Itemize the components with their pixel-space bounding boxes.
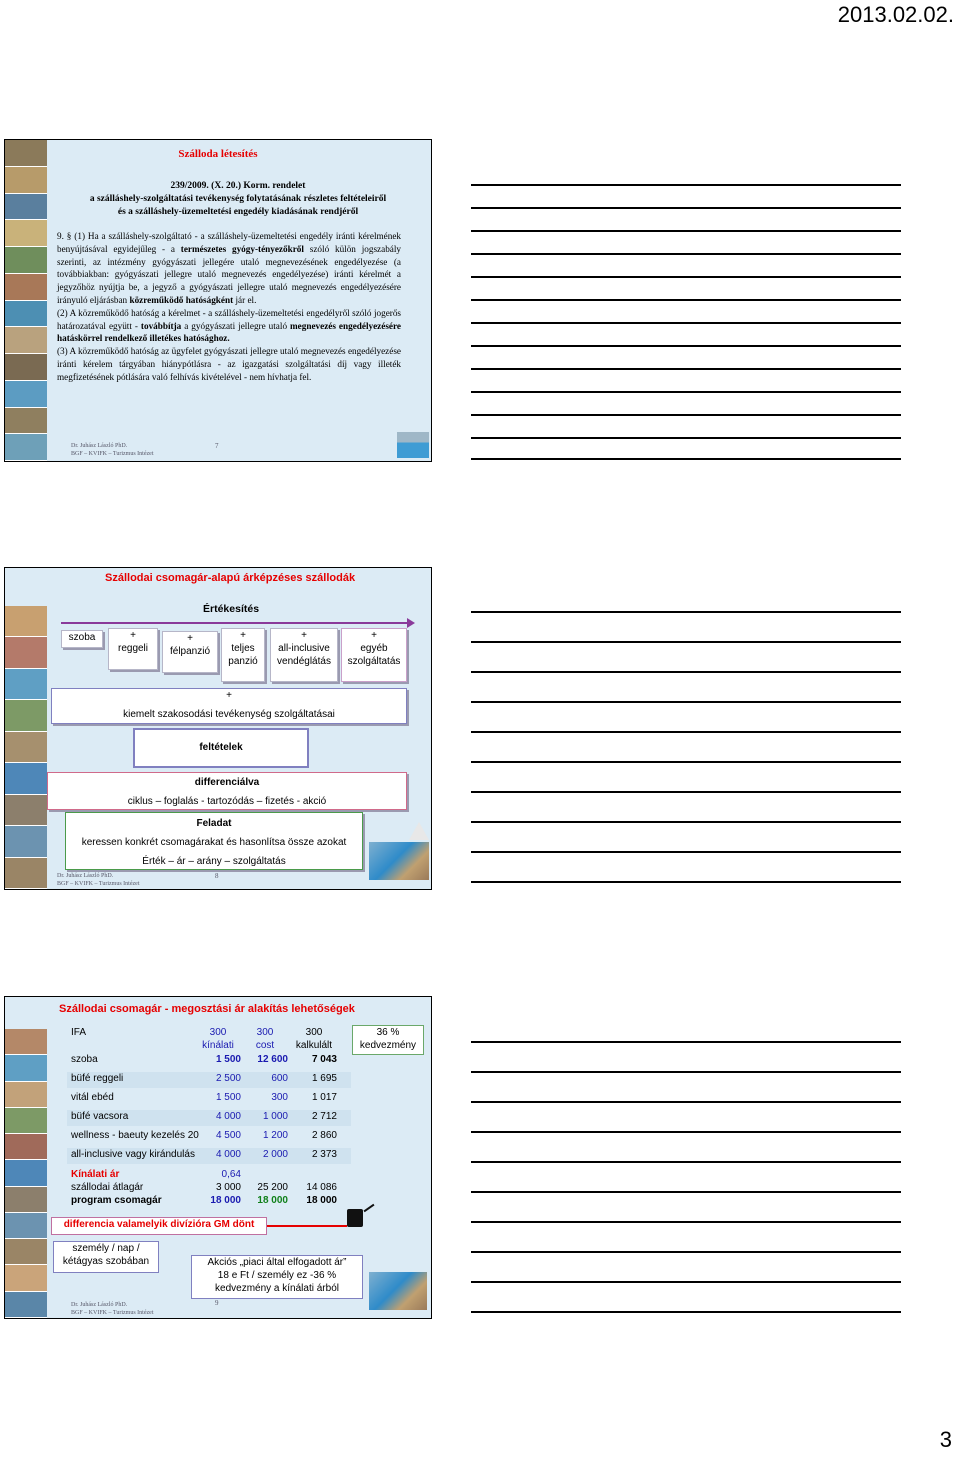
text-run-bold: közreműködő hatóságként bbox=[129, 294, 234, 305]
cell-kalkulalt: 2 373 bbox=[311, 1149, 337, 1160]
footer-institute: BGF – KVIFK – Turizmus Intézet bbox=[57, 881, 140, 887]
box-label-2: vendéglátás bbox=[277, 656, 331, 667]
kinalati-ar-value: 0,64 bbox=[221, 1169, 241, 1180]
cell-cost: 600 bbox=[271, 1073, 288, 1084]
box-label: kiemelt szakosodási tevékenység szolgáltatásai bbox=[123, 709, 335, 720]
notes-line bbox=[471, 671, 901, 673]
box-label: egyéb bbox=[360, 643, 388, 654]
notes-line bbox=[471, 1281, 901, 1283]
program-label: program csomagár bbox=[71, 1195, 162, 1206]
slide-9 bbox=[4, 996, 432, 1319]
table-row bbox=[67, 1110, 351, 1126]
akcio-box bbox=[191, 1255, 363, 1299]
cell-kinalati: 1 500 bbox=[215, 1054, 241, 1065]
col-header-cost: cost bbox=[255, 1040, 275, 1051]
text-run: (2) A közreműködő hatóság a kérelmet - a szálláshely-üzemeltetési engedélyről szóló jogerős határozatával együtt - bbox=[57, 307, 401, 331]
notes-line bbox=[471, 1221, 901, 1223]
program-cost: 18 000 bbox=[257, 1195, 288, 1206]
cell-kalkulalt: 1 695 bbox=[311, 1073, 337, 1084]
row-label: büfé reggeli bbox=[71, 1073, 124, 1084]
notes-line bbox=[471, 641, 901, 643]
notes-line bbox=[471, 1311, 901, 1313]
feltetelek-label: feltételek bbox=[199, 742, 243, 753]
discount-percent: 36 % bbox=[376, 1027, 400, 1038]
box-label: félpanzió bbox=[169, 646, 211, 657]
row-label: all-inclusive vagy kirándulás bbox=[71, 1149, 195, 1160]
subtitle-line: a szálláshely-szolgáltatási tevékenység folytatásának részletes feltételeiről bbox=[89, 194, 387, 204]
text-run-bold: megnevezés engedélyezésére hatáskörrel rendelkező illetékes hatósághoz. bbox=[57, 320, 401, 344]
notes-line bbox=[471, 391, 901, 393]
package-box-egyeb bbox=[341, 628, 407, 682]
slide-title: Szállodai csomagár - megosztási ár alakítás lehetőségek bbox=[59, 1003, 355, 1015]
notes-line bbox=[471, 437, 901, 439]
szemely-line: kétágyas szobában bbox=[62, 1256, 150, 1267]
notes-line bbox=[471, 881, 901, 883]
box-plus: + bbox=[130, 630, 136, 641]
text-run-bold: továbbítja bbox=[140, 320, 182, 331]
ertekesites-label: Értékesítés bbox=[203, 603, 260, 615]
cell-cost: 2 000 bbox=[262, 1149, 288, 1160]
footer-institute: BGF – KVIFK – Turizmus Intézet bbox=[71, 451, 154, 457]
ifa-cost: 300 bbox=[256, 1027, 274, 1038]
slide-title: Szálloda létesítés bbox=[178, 148, 258, 160]
kinalati-ar-label: Kínálati ár bbox=[71, 1169, 120, 1180]
table-row bbox=[67, 1091, 351, 1107]
progress-arrow bbox=[61, 622, 409, 624]
cell-kinalati: 4 000 bbox=[215, 1149, 241, 1160]
notes-line bbox=[471, 207, 901, 209]
kiemelt-box bbox=[51, 688, 407, 724]
atlagar-label: szállodai átlagár bbox=[71, 1182, 144, 1193]
notes-line bbox=[471, 184, 901, 186]
box-plus: + bbox=[240, 630, 246, 641]
akcio-line: Akciós „piaci által elfogadott ár” bbox=[207, 1257, 347, 1268]
slide-subtitle bbox=[55, 180, 421, 219]
table-row bbox=[67, 1148, 351, 1164]
photo-strip bbox=[5, 606, 47, 889]
slide-footer bbox=[57, 872, 140, 888]
cell-kalkulalt: 1 017 bbox=[311, 1092, 337, 1103]
package-box-felpanzio bbox=[162, 631, 218, 673]
box-label-2: Érték – ár – arány – szolgáltatás bbox=[142, 856, 286, 867]
notes-line bbox=[471, 1161, 901, 1163]
table-row bbox=[67, 1129, 351, 1145]
box-plus: + bbox=[301, 630, 307, 641]
box-label: keressen konkrét csomagárakat és hasonlítsa össze azokat bbox=[81, 837, 347, 848]
package-box-teljes-panzio bbox=[221, 628, 265, 682]
package-box-szoba bbox=[61, 630, 103, 648]
table-row bbox=[67, 1072, 351, 1088]
photo-strip bbox=[5, 1029, 47, 1318]
slide-footer bbox=[71, 442, 154, 458]
notes-line bbox=[471, 1191, 901, 1193]
subtitle-line: 239/2009. (X. 20.) Korm. rendelet bbox=[170, 181, 306, 191]
box-label-2: szolgáltatás bbox=[347, 656, 401, 667]
notes-line bbox=[471, 1071, 901, 1073]
atlagar-cost: 25 200 bbox=[257, 1182, 288, 1193]
cell-kalkulalt: 7 043 bbox=[311, 1054, 337, 1065]
box-label: ciklus – foglalás - tartozódás – fizetés - akció bbox=[127, 796, 327, 807]
notes-line bbox=[471, 230, 901, 232]
slide-footer bbox=[71, 1301, 154, 1317]
slide-number: 8 bbox=[215, 872, 219, 880]
notes-line bbox=[471, 276, 901, 278]
box-plus: + bbox=[187, 633, 193, 644]
arrow-head bbox=[407, 618, 415, 628]
package-box-reggeli bbox=[108, 628, 158, 670]
table-row bbox=[67, 1053, 351, 1069]
akcio-line: kedvezmény a kínálati árból bbox=[215, 1283, 339, 1294]
feladat-box bbox=[65, 812, 363, 870]
notes-line bbox=[471, 611, 901, 613]
notes-line bbox=[471, 791, 901, 793]
notes-line bbox=[471, 701, 901, 703]
package-box-all-inclusive bbox=[270, 628, 338, 682]
ifa-kinalati: 300 bbox=[209, 1027, 227, 1038]
magic-hat-icon bbox=[347, 1209, 363, 1227]
text-run: 9. § (1) Ha a szálláshely-szolgáltató - a szálláshely-üzemeltetési engedély iránti kérelmének benyújtásával egyidejűleg - a bbox=[57, 231, 401, 254]
resort-photo bbox=[369, 842, 429, 880]
pool-photo bbox=[397, 432, 429, 458]
col-header-kinalati: kínálati bbox=[202, 1040, 234, 1051]
atlagar-kalkulalt: 14 086 bbox=[306, 1182, 337, 1193]
box-plus: + bbox=[371, 630, 377, 641]
akcio-line: 18 e Ft / személy ez -36 % bbox=[217, 1270, 337, 1281]
cell-cost: 1 200 bbox=[262, 1130, 288, 1141]
difference-box bbox=[51, 1217, 267, 1235]
discount-box bbox=[352, 1025, 424, 1055]
row-label: szoba bbox=[71, 1054, 98, 1065]
notes-line bbox=[471, 1251, 901, 1253]
box-label: teljes bbox=[231, 643, 255, 654]
text-run-bold: természetes gyógy-tényezőkről bbox=[180, 243, 304, 254]
notes-line bbox=[471, 761, 901, 763]
cell-cost: 1 000 bbox=[262, 1111, 288, 1122]
cell-kinalati: 1 500 bbox=[215, 1092, 241, 1103]
subtitle-line: és a szálláshely-üzemeltetési engedély kiadásának rendjéről bbox=[117, 207, 359, 217]
box-label: all-inclusive bbox=[278, 643, 330, 654]
box-title: Feladat bbox=[196, 818, 232, 829]
footer-institute: BGF – KVIFK – Turizmus Intézet bbox=[71, 1310, 154, 1316]
notes-line bbox=[471, 1101, 901, 1103]
text-run: a gyógyászati jellegre utaló bbox=[181, 320, 291, 331]
difference-arrow bbox=[267, 1225, 347, 1227]
slide-7 bbox=[4, 139, 432, 462]
szemely-box bbox=[53, 1241, 159, 1273]
paragraph-2 bbox=[57, 307, 401, 345]
slide-number: 7 bbox=[215, 442, 219, 450]
row-label: wellness - baeuty kezelés 20 bbox=[71, 1130, 199, 1141]
notes-line bbox=[471, 345, 901, 347]
notes-line bbox=[471, 368, 901, 370]
notes-line bbox=[471, 821, 901, 823]
difference-label: differencia valamelyik divízióra GM dönt bbox=[63, 1219, 255, 1230]
differencialva-box bbox=[47, 772, 407, 810]
magic-wand-icon bbox=[364, 1204, 375, 1213]
szemely-line: személy / nap / bbox=[72, 1243, 140, 1254]
row-label: büfé vacsora bbox=[71, 1111, 129, 1122]
notes-line bbox=[471, 414, 901, 416]
up-arrow-icon bbox=[409, 822, 429, 840]
slide-number: 9 bbox=[215, 1299, 219, 1307]
box-label-2: panzió bbox=[228, 656, 258, 667]
print-date: 2013.02.02. bbox=[837, 2, 954, 27]
program-kinalati: 18 000 bbox=[210, 1195, 241, 1206]
program-kalkulalt: 18 000 bbox=[306, 1195, 337, 1206]
footer-author: Dr. Juhász László PhD. bbox=[71, 1302, 128, 1308]
paragraph-3: (3) A közreműködő hatóság az ügyfelet gyógyászati jellegre utaló megnevezés engedélyezése iránti kérelem tárgyában hiánypótlásra - az igazgatási szolgáltatási díj vagy illeték megfizetésének pótlására való felhívás kivételével - nem hívhatja fel. bbox=[57, 346, 401, 382]
cell-cost: 12 600 bbox=[257, 1054, 288, 1065]
notes-line bbox=[471, 1131, 901, 1133]
footer-author: Dr. Juhász László PhD. bbox=[57, 873, 114, 879]
notes-line bbox=[471, 458, 901, 460]
cell-kalkulalt: 2 860 bbox=[311, 1130, 337, 1141]
box-label: reggeli bbox=[117, 643, 149, 654]
paragraph-1 bbox=[57, 230, 401, 307]
cell-kinalati: 2 500 bbox=[215, 1073, 241, 1084]
box-label: szoba bbox=[68, 632, 96, 643]
row-label: vitál ebéd bbox=[71, 1092, 114, 1103]
feltetelek-box bbox=[133, 728, 309, 768]
cell-kalkulalt: 2 712 bbox=[311, 1111, 337, 1122]
col-header-kalkulalt: kalkulált bbox=[295, 1040, 333, 1051]
page-number: 3 bbox=[939, 1427, 952, 1452]
resort-photo bbox=[369, 1272, 427, 1310]
ifa-kalkulalt: 300 bbox=[305, 1027, 323, 1038]
regulation-text bbox=[57, 230, 401, 384]
atlagar-kinalati: 3 000 bbox=[215, 1182, 241, 1193]
notes-line bbox=[471, 731, 901, 733]
notes-line bbox=[471, 1041, 901, 1043]
notes-line bbox=[471, 253, 901, 255]
text-run: jár el. bbox=[233, 294, 257, 305]
notes-line bbox=[471, 851, 901, 853]
text-run: szóló külön jogszabály szerinti, az intézmény gyógyászati jellegére utaló megnevezésének engedélyezése (a továbbiakban: gyógyászati jellegre utaló megnevezés engedélyezése) iránti kérelmét a jegyzőhöz nyújtja be, a jegyző a gyógyászati jellegre utaló megnevezés engedélyezésére irányuló eljárásban bbox=[57, 243, 402, 305]
slide-title: Szállodai csomagár-alapú árképzéses szállodák bbox=[105, 572, 356, 584]
price-table bbox=[67, 1025, 351, 1215]
slide-8 bbox=[4, 567, 432, 890]
box-title: differenciálva bbox=[194, 777, 260, 788]
cell-kinalati: 4 000 bbox=[215, 1111, 241, 1122]
discount-label: kedvezmény bbox=[359, 1040, 417, 1051]
notes-line bbox=[471, 322, 901, 324]
cell-kinalati: 4 500 bbox=[215, 1130, 241, 1141]
footer-author: Dr. Juhász László PhD. bbox=[71, 443, 128, 449]
photo-strip bbox=[5, 140, 47, 461]
box-plus: + bbox=[226, 690, 232, 701]
notes-line bbox=[471, 299, 901, 301]
cell-cost: 300 bbox=[271, 1092, 288, 1103]
ifa-label: IFA bbox=[71, 1027, 87, 1038]
